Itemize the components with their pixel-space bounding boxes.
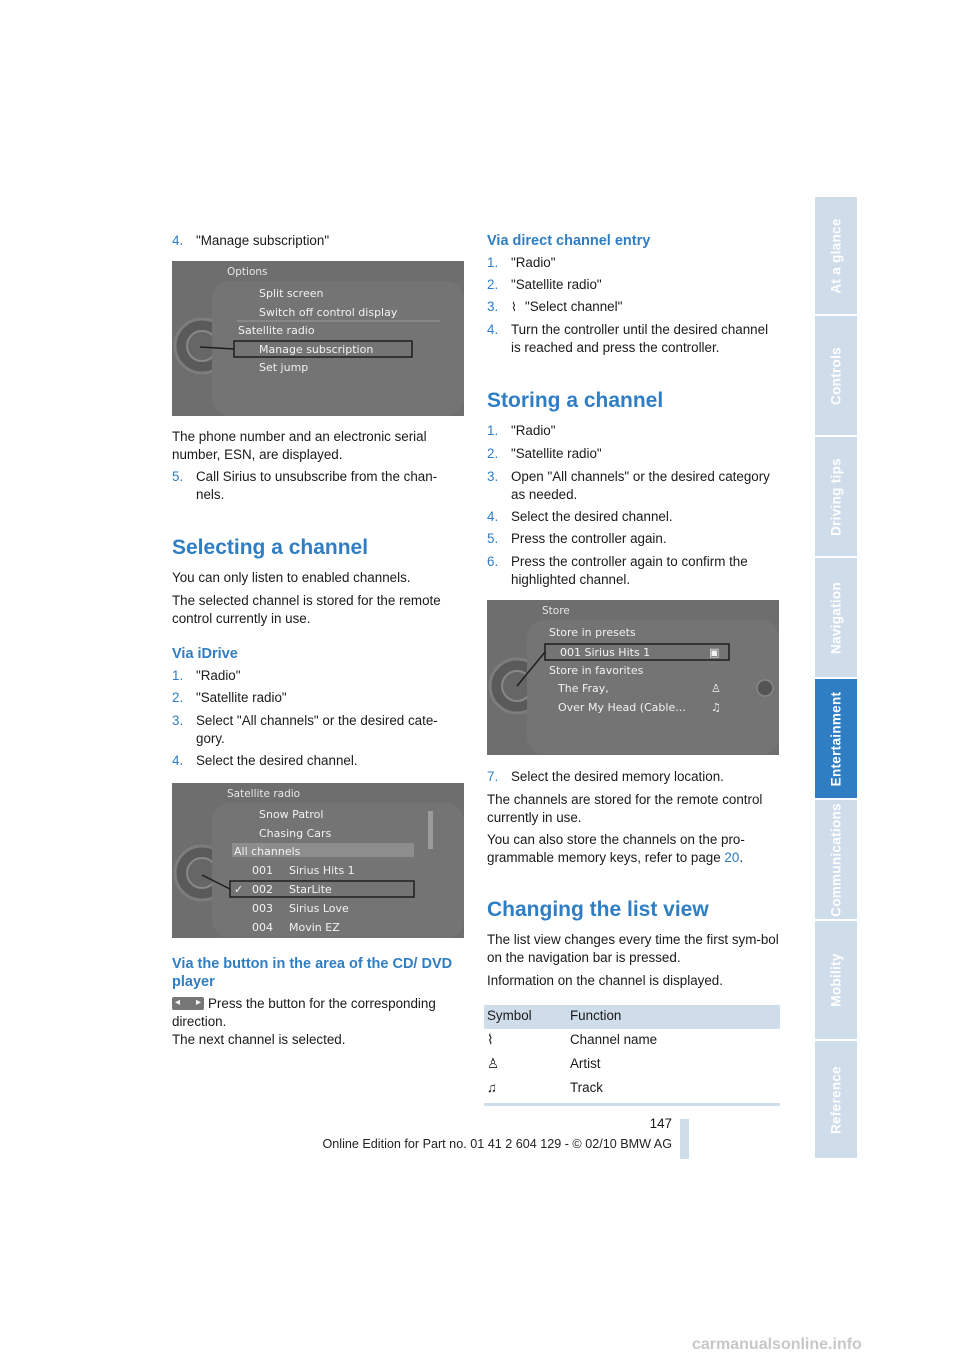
heading-direct-entry: Via direct channel entry	[487, 233, 651, 249]
svg-text:Set jump: Set jump	[259, 361, 309, 374]
satellite-radio-screen-graphic	[172, 783, 464, 938]
paragraph: The next channel is selected.	[172, 1032, 346, 1047]
track-icon: ♫	[711, 701, 721, 714]
paragraph: You can also store the channels on the pro-grammable memory keys, refer to page 20.	[487, 832, 745, 865]
table-bottom-rule	[484, 1103, 780, 1106]
table-row: ⌇ Channel name	[487, 1032, 658, 1047]
svg-text:All channels: All channels	[234, 845, 301, 858]
heading-via-button: Via the button in the area of the CD/ DVD player	[172, 956, 453, 990]
paragraph: The list view changes every time the first sym-bol on the navigation bar is pressed.	[487, 932, 779, 965]
channel-name-icon: ⌇	[511, 300, 517, 314]
tab-controls[interactable]: Controls	[815, 316, 857, 437]
svg-text:002: 002	[252, 883, 273, 896]
heading-storing-channel: Storing a channel	[487, 389, 664, 412]
channel-name-icon: ⌇	[487, 1032, 494, 1047]
svg-text:Split screen: Split screen	[259, 287, 324, 300]
svg-text:The Fray,: The Fray,	[558, 682, 609, 695]
screen-title: Satellite radio	[227, 788, 301, 800]
store-screen-image	[487, 600, 779, 755]
options-screen-image	[172, 261, 464, 416]
svg-text:Store in favorites: Store in favorites	[549, 664, 644, 677]
paragraph: ◂ ▸ Press the button for the corresponding direction.	[172, 996, 436, 1029]
svg-text:Satellite radio: Satellite radio	[238, 324, 315, 337]
heading-via-idrive: Via iDrive	[172, 646, 238, 662]
svg-text:001: 001	[252, 864, 273, 877]
paragraph: The selected channel is stored for the remote control currently in use.	[172, 593, 441, 626]
watermark: carmanualsonline.info	[692, 1336, 862, 1353]
svg-text:Movin EZ: Movin EZ	[289, 921, 340, 934]
svg-text:Snow Patrol: Snow Patrol	[259, 808, 324, 821]
svg-text:003: 003	[252, 902, 273, 915]
paragraph: The phone number and an electronic serial number, ESN, are displayed.	[172, 429, 427, 462]
tab-driving-tips[interactable]: Driving tips	[815, 437, 857, 558]
svg-text:Manage subscription: Manage subscription	[259, 343, 374, 356]
screen-title: Options	[227, 266, 268, 278]
tab-mobility[interactable]: Mobility	[815, 921, 857, 1041]
tab-communications[interactable]: Communications	[815, 800, 857, 921]
tab-navigation[interactable]: Navigation	[815, 558, 857, 679]
checkmark-icon: ✓	[234, 883, 244, 896]
seek-buttons-icon: ◂ ▸	[172, 997, 204, 1010]
page-reference-link[interactable]: 20	[724, 850, 740, 865]
table-row: ♫ Track	[487, 1080, 603, 1095]
preset-icon: ▣	[709, 646, 720, 659]
footer-edition: Online Edition for Part no. 01 41 2 604 129 - © 02/10 BMW AG	[322, 1137, 672, 1151]
symbol-table	[484, 1005, 780, 1106]
svg-text:Sirius Love: Sirius Love	[289, 902, 349, 915]
tab-entertainment[interactable]: Entertainment	[815, 679, 857, 800]
svg-text:Store in presets: Store in presets	[549, 626, 636, 639]
page-marker-bar	[680, 1119, 689, 1159]
svg-text:StarLite: StarLite	[289, 883, 332, 896]
svg-text:Chasing Cars: Chasing Cars	[259, 827, 332, 840]
page-number: 147	[649, 1116, 672, 1131]
paragraph: You can only listen to enabled channels.	[172, 570, 411, 585]
table-row: ♙ Artist	[487, 1056, 601, 1071]
paragraph: The channels are stored for the remote control currently in use.	[487, 792, 763, 825]
svg-text:Over My Head (Cable...: Over My Head (Cable...	[558, 701, 686, 714]
svg-text:Switch off control display: Switch off control display	[259, 306, 398, 319]
satellite-radio-screen-image	[172, 783, 464, 938]
heading-list-view: Changing the list view	[487, 898, 709, 921]
screen-title: Store	[542, 605, 570, 617]
tab-at-a-glance[interactable]: At a glance	[815, 197, 857, 316]
svg-text:001 Sirius Hits 1: 001 Sirius Hits 1	[560, 646, 651, 659]
options-screen-graphic	[172, 261, 464, 416]
svg-text:004: 004	[252, 921, 273, 934]
tab-reference[interactable]: Reference	[815, 1041, 857, 1160]
paragraph: Information on the channel is displayed.	[487, 973, 723, 988]
svg-text:Sirius Hits 1: Sirius Hits 1	[289, 864, 355, 877]
table-header: Symbol Function	[484, 1005, 780, 1029]
heading-selecting-channel: Selecting a channel	[172, 536, 369, 559]
artist-icon: ♙	[711, 682, 721, 695]
artist-icon: ♙	[487, 1056, 500, 1071]
store-screen-graphic	[487, 600, 779, 755]
track-icon: ♫	[487, 1080, 498, 1095]
